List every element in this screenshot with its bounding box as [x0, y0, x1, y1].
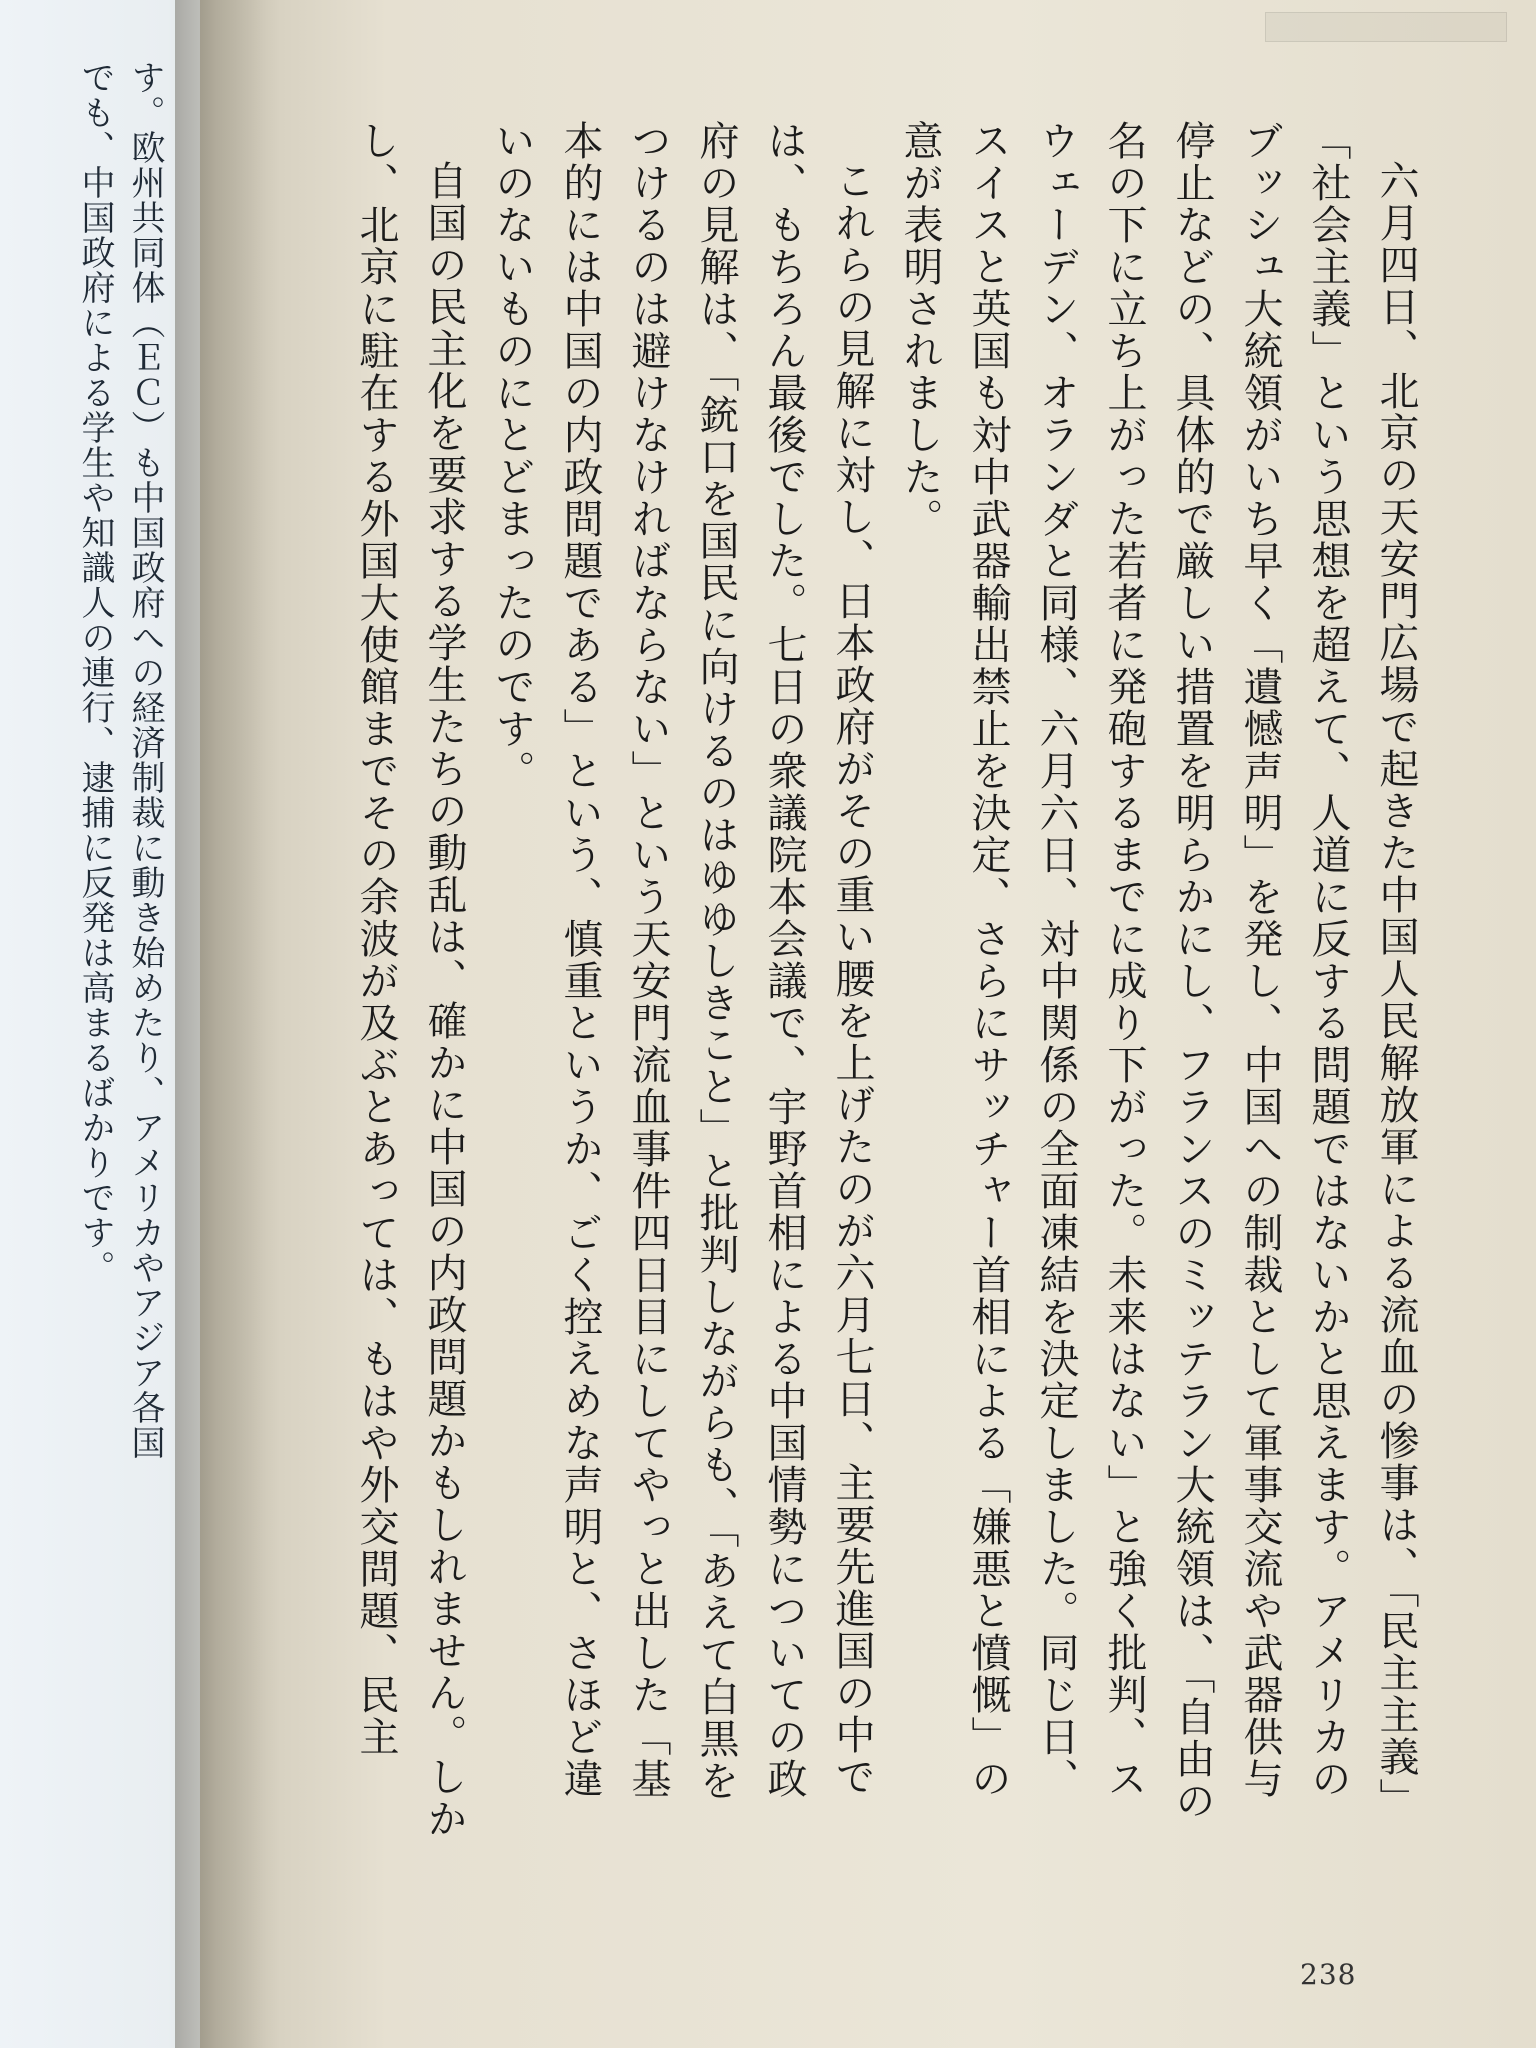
page-number: 238 — [1300, 1958, 1357, 1991]
left-page-line: す。欧州共同体（ＥＣ）も中国政府への経済制裁に動き始めたり、アメリカやアジア各国 — [125, 60, 165, 1460]
paragraph: これらの見解に対し、日本政府がその重い腰を上げたのが六月七日、主要先進国の中では、もちろん最後でした。七日の衆議院本会議で、宇野首相による中国情勢についての政府の見解は、「銃口を国民に向けるのはゆゆしきこと」と批判しながらも、「あえて白黒をつけるのは避けなければならない」という天安門流血事件四日目にしてやっと出した「基本的には中国の内政問題である」という、慎重というか、ごく控えめな声明と、さほど違いのないものにとどまったのです。 — [489, 120, 875, 1802]
body-text — [300, 120, 1430, 1840]
library-stamp — [1265, 12, 1507, 42]
book-gutter — [175, 0, 265, 2048]
paragraph: 六月四日、北京の天安門広場で起きた中国人民解放軍による流血の惨事は、「民主主義」「社会主義」という思想を超えて、人道に反する問題ではないかと思えます。アメリカのブッシュ大統領がいち早く「遺憾声明」を発し、中国への制裁として軍事交流や武器供与停止などの、具体的で厳しい措置を明らかにし、フランスのミッテラン大統領は、「自由の名の下に立ち上がった若者に発砲するまでに成り下がった。未来はない」と強く批判、スウェーデン、オランダと同様、六月六日、対中関係の全面凍結を決定しました。同じ日、スイスと英国も対中武器輸出禁止を決定、さらにサッチャー首相による「嫌悪と憤慨」の意が表明されました。 — [897, 120, 1419, 1822]
paragraph: 自国の民主化を要求する学生たちの動乱は、確かに中国の内政問題かもしれません。しかし、北京に駐在する外国大使館までその余波が及ぶとあっては、もはや外交問題、民主 — [353, 120, 467, 1840]
left-page-text — [0, 60, 170, 2000]
left-page-line: でも、中国政府による学生や知識人の連行、逮捕に反発は高まるばかりです。 — [75, 60, 115, 1285]
